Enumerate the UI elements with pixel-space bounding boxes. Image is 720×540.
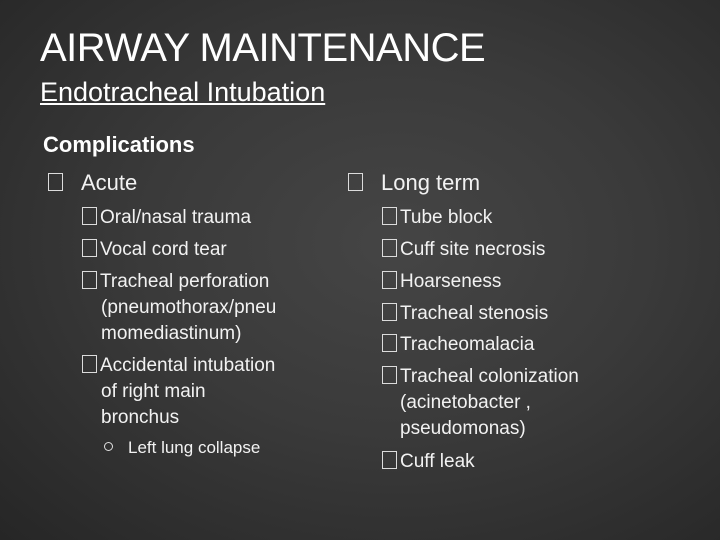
long-term-item-4 [382,301,548,327]
long-term-item-6 [382,364,579,390]
long-term-item-6-line-2: (acinetobacter , [400,392,531,413]
long-term-item-text: Tracheal stenosis [400,303,549,324]
acute-item-1 [82,205,251,231]
long-term-label: Long term [381,170,481,195]
acute-item-3 [82,269,269,295]
acute-item-text: Vocal cord tear [100,239,227,260]
long-term-item-text: Cuff leak [400,451,475,472]
checkbox-bullet-icon [382,451,397,469]
acute-item-text: Accidental intubation [100,355,276,376]
checkbox-bullet-icon [382,271,397,289]
acute-subitem-text: Left lung collapse [128,438,261,457]
acute-item-text: Tracheal perforation [100,271,270,292]
acute-item-2 [82,237,227,263]
long-term-item-text: Tube block [400,207,493,228]
acute-item-4 [82,353,275,379]
checkbox-bullet-icon [382,303,397,321]
long-term-item-1 [382,205,492,231]
long-term-item-3 [382,269,501,295]
acute-item-3-line-2: (pneumothorax/pneu [101,297,277,318]
checkbox-bullet-icon [382,239,397,257]
acute-item-4-line-3: bronchus [101,407,180,428]
checkbox-bullet-icon [382,366,397,384]
checkbox-bullet-icon [348,173,363,191]
long-term-item-text: Tracheal colonization [400,366,579,387]
checkbox-bullet-icon [82,207,97,225]
checkbox-bullet-icon [82,239,97,257]
slide-subtitle: Endotracheal Intubation [40,77,326,107]
complications-heading: Complications [43,132,195,157]
long-term-item-text: Hoarseness [400,271,502,292]
long-term-header [348,170,480,196]
long-term-item-text: Tracheomalacia [400,334,535,355]
long-term-item-2 [382,237,545,263]
checkbox-bullet-icon [82,271,97,289]
acute-header [48,170,137,196]
long-term-item-6-line-3: pseudomonas) [400,418,526,439]
ring-bullet-icon [104,442,113,451]
checkbox-bullet-icon [382,207,397,225]
acute-item-4-line-2: of right main [101,381,206,402]
checkbox-bullet-icon [82,355,97,373]
checkbox-bullet-icon [48,173,63,191]
acute-label: Acute [81,170,138,195]
acute-subitem [104,438,260,458]
acute-item-text: Oral/nasal trauma [100,207,252,228]
long-term-item-5 [382,332,534,358]
slide-title: AIRWAY MAINTENANCE [40,26,486,70]
acute-item-3-line-3: momediastinum) [101,323,242,344]
long-term-item-7 [382,449,475,475]
checkbox-bullet-icon [382,334,397,352]
long-term-item-text: Cuff site necrosis [400,239,546,260]
